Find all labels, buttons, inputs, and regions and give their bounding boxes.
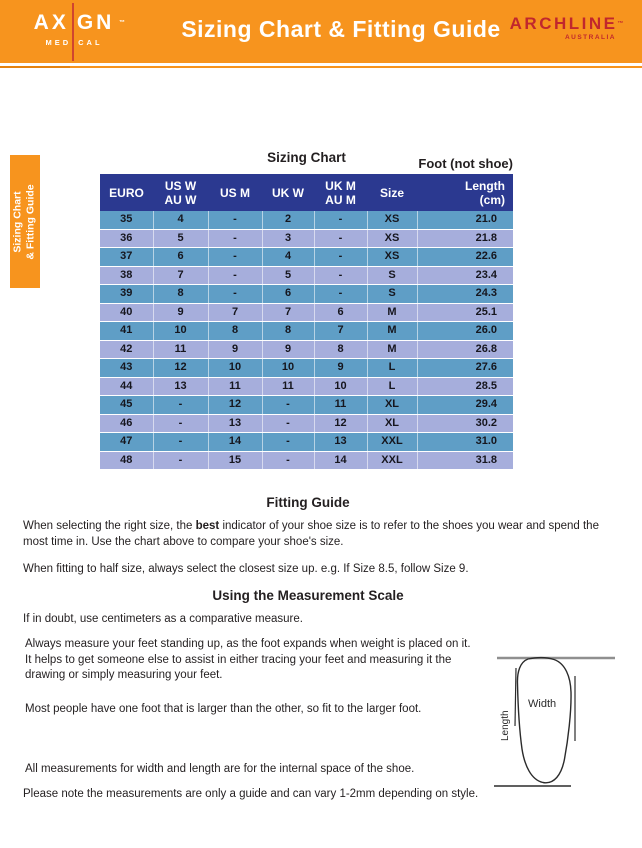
table-cell: 12 [153,359,208,378]
table-cell: 2 [262,211,314,229]
side-tab-label [12,184,38,259]
table-cell: M [367,303,417,322]
table-cell: L [367,377,417,396]
table-cell: 10 [262,359,314,378]
table-cell: 44 [100,377,153,396]
fitting-guide-paragraph-1 [23,519,620,550]
axign-trademark: ™ [119,20,128,26]
table-cell: - [153,414,208,433]
table-cell: 9 [262,340,314,359]
table-row [100,322,513,341]
table-cell: 15 [208,451,262,470]
table-row [100,340,513,359]
table-cell: 31.8 [417,451,513,470]
table-cell: 27.6 [417,359,513,378]
measurement-scale-heading: Using the Measurement Scale [212,588,404,603]
table-cell: 25.1 [417,303,513,322]
table-cell: XXL [367,451,417,470]
side-tab-sizing-chart[interactable] [10,155,40,288]
foot-outline [517,658,571,783]
table-cell: XL [367,396,417,415]
column-header: Size [367,174,417,211]
measurement-paragraph-3: Most people have one foot that is larger than the other, so fit to the larger foot. [25,703,422,715]
table-cell: XL [367,414,417,433]
table-row [100,359,513,378]
table-cell: - [153,396,208,415]
archline-wordmark [510,15,626,33]
table-cell: 6 [262,285,314,304]
table-cell: 9 [314,359,367,378]
table-cell: 21.0 [417,211,513,229]
table-cell: 29.4 [417,396,513,415]
side-tab-line1: Sizing Chart [12,190,24,253]
table-cell: 48 [100,451,153,470]
header-divider [0,66,642,68]
column-header: US W AU W [153,174,208,211]
chart-head [100,150,513,174]
column-header: EURO [100,174,153,211]
measurement-paragraph-5: Please note the measurements are only a guide and can vary 1-2mm depending on style. [23,788,479,800]
table-cell: 11 [314,396,367,415]
table-cell: 11 [153,340,208,359]
table-cell: M [367,340,417,359]
table-row [100,433,513,452]
table-cell: 43 [100,359,153,378]
table-cell: 10 [314,377,367,396]
archline-subtitle: AUSTRALIA [564,34,616,41]
table-row [100,266,513,285]
table-cell: 24.3 [417,285,513,304]
table-cell: 45 [100,396,153,415]
table-cell: - [208,248,262,267]
table-cell: 5 [153,229,208,248]
table-cell: 28.5 [417,377,513,396]
table-row [100,303,513,322]
table-cell: 14 [314,451,367,470]
table-cell: L [367,359,417,378]
axign-wordmark-right: GN [76,11,115,34]
table-cell: 7 [262,303,314,322]
axign-subtitle-left: MED [45,38,72,47]
table-cell: 31.0 [417,433,513,452]
table-cell: - [208,229,262,248]
table-cell: 40 [100,303,153,322]
table-cell: XXL [367,433,417,452]
table-cell: 14 [208,433,262,452]
table-cell: - [262,451,314,470]
width-label: Width [528,698,557,710]
table-cell: S [367,285,417,304]
table-row [100,248,513,267]
measurement-paragraph-1: If in doubt, use centimeters as a comparative measure. [23,613,303,625]
table-cell: XS [367,229,417,248]
table-cell: 46 [100,414,153,433]
archline-trademark: ™ [617,21,626,27]
table-cell: S [367,266,417,285]
table-cell: 47 [100,433,153,452]
table-cell: 12 [314,414,367,433]
fitting-guide-paragraph-2: When fitting to half size, always select the closest size up. e.g. If Size 8.5, follow Size 9. [23,563,469,575]
column-header: US M [208,174,262,211]
table-row [100,414,513,433]
table-cell: 23.4 [417,266,513,285]
table-row [100,211,513,229]
table-cell: 6 [314,303,367,322]
table-cell: 38 [100,266,153,285]
table-cell: 8 [208,322,262,341]
sizing-chart-title: Sizing Chart [267,150,346,165]
fg-p1-bold: best [195,520,220,532]
table-cell: 9 [208,340,262,359]
table-cell: 9 [153,303,208,322]
fg-p1-pre: When selecting the right size, the [23,520,196,532]
table-cell: 11 [208,377,262,396]
axign-subtitle-right: CAL [78,38,103,47]
fitting-guide-heading: Fitting Guide [266,495,350,510]
archline-name: ARCHLINE [509,14,618,33]
table-cell: 6 [153,248,208,267]
table-cell: 8 [262,322,314,341]
table-cell: 7 [153,266,208,285]
table-cell: XS [367,211,417,229]
table-cell: - [262,433,314,452]
table-cell: 5 [262,266,314,285]
table-row [100,396,513,415]
table-cell: 39 [100,285,153,304]
table-cell: 13 [153,377,208,396]
column-header: UK W [262,174,314,211]
table-row [100,377,513,396]
table-cell: 22.6 [417,248,513,267]
table-cell: - [314,229,367,248]
page-title: Sizing Chart & Fitting Guide [181,16,501,42]
fg-p1-post: indicator of your shoe size is to refer to the shoes you wear and spend the most time in. Use the chart above to compare your shoe's size. [23,520,599,548]
table-cell: 26.0 [417,322,513,341]
table-cell: - [262,396,314,415]
side-tab-line2: & Fitting Guide [25,183,37,260]
table-cell: 13 [314,433,367,452]
table-cell: - [314,285,367,304]
table-cell: 12 [208,396,262,415]
sizing-table [100,174,513,470]
table-cell: - [314,248,367,267]
table-cell: - [153,433,208,452]
table-row [100,229,513,248]
table-cell: 10 [208,359,262,378]
table-cell: 10 [153,322,208,341]
table-cell: - [314,211,367,229]
column-header: UK M AU M [314,174,367,211]
header-bar [0,0,642,63]
table-cell: 11 [262,377,314,396]
measurement-paragraph-2: Always measure your feet standing up, as the foot expands when weight is placed on it. It helps to get someone else to assist in either tracing your feet and measuring it the drawing or simply measuring your feet. [25,638,471,681]
table-cell: 7 [208,303,262,322]
measurement-paragraph-4: All measurements for width and length are for the internal space of the shoe. [25,763,415,775]
table-cell: - [262,414,314,433]
table-cell: - [208,211,262,229]
table-cell: 36 [100,229,153,248]
table-cell: - [314,266,367,285]
table-cell: - [208,285,262,304]
foot-measurement-diagram [488,646,638,796]
table-cell: - [153,451,208,470]
table-header-row [100,174,513,211]
table-cell: 26.8 [417,340,513,359]
table-cell: 37 [100,248,153,267]
table-cell: 4 [153,211,208,229]
length-marker-line [515,668,516,726]
table-cell: 8 [153,285,208,304]
table-cell: - [208,266,262,285]
table-cell: 4 [262,248,314,267]
table-cell: M [367,322,417,341]
table-cell: 35 [100,211,153,229]
table-cell: 13 [208,414,262,433]
column-header: Length (cm) [417,174,513,211]
table-row [100,285,513,304]
length-label: Length [500,710,511,741]
axign-wordmark-left: AX [33,11,69,34]
table-cell: 8 [314,340,367,359]
table-cell: 21.8 [417,229,513,248]
table-cell: 30.2 [417,414,513,433]
table-cell: 3 [262,229,314,248]
table-row [100,451,513,470]
table-cell: 42 [100,340,153,359]
archline-australia-logo [510,15,626,41]
table-cell: 7 [314,322,367,341]
size-table-body [100,211,513,470]
table-cell: XS [367,248,417,267]
table-cell: 41 [100,322,153,341]
foot-not-shoe-label: Foot (not shoe) [418,156,513,171]
